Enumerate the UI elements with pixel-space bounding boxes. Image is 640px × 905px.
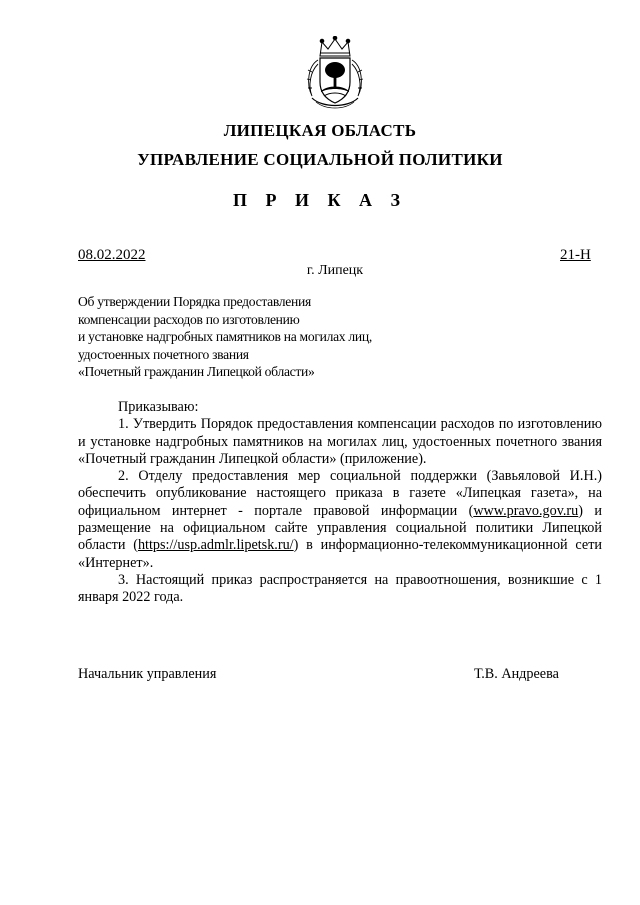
document-type-title: П Р И К А З (232, 190, 408, 210)
document-number: 21-Н (560, 247, 591, 263)
order-item-2-text: 2. Отделу предоставления мер социальной поддержки (Завьяловой И.Н.) обеспечить опубликование настоящего приказа в газете «Липецкая газета», на официальном интернет - портале правовой информации ( (78, 468, 602, 519)
order-item-2 (78, 468, 602, 572)
document-body (78, 399, 602, 607)
region-title: ЛИПЕЦКАЯ ОБЛАСТЬ (223, 121, 417, 140)
subject-line: «Почетный гражданин Липецкой области» (78, 364, 315, 379)
document-subject (78, 293, 478, 381)
order-item-2-text: ) и размещение на официальном сайте управления социальной политики Липецкой области ( (78, 502, 602, 554)
order-item-3: 3. Настоящий приказ распространяется на правоотношения, возникшие с 1 января 2022 года. (78, 571, 602, 606)
subject-line: компенсации расходов по изготовлению (78, 311, 300, 327)
usp-site-link[interactable]: https://usp.admlr.lipetsk.ru/ (137, 537, 294, 554)
document-city: г. Липецк (306, 263, 364, 278)
order-lead: Приказываю: (118, 399, 199, 415)
department-title: УПРАВЛЕНИЕ СОЦИАЛЬНОЙ ПОЛИТИКИ (137, 150, 503, 169)
signatory-role: Начальник управления (78, 666, 217, 682)
order-item-1: 1. Утвердить Порядок предоставления компенсации расходов по изготовлению и установке надгробных памятников на могилах лиц, удостоенных почетного звания «Почетный гражданин Липецкой области» (приложение). (78, 416, 602, 467)
document-date: 08.02.2022 (78, 247, 146, 263)
coat-of-arms-emblem (300, 36, 370, 112)
signatory-name: Т.В. Андреева (474, 666, 559, 682)
subject-line: и установке надгробных памятников на могилах лиц, (78, 329, 372, 344)
subject-line: Об утверждении Порядка предоставления (78, 294, 311, 309)
subject-line: удостоенных почетного звания (78, 346, 249, 362)
pravo-link[interactable]: www.pravo.gov.ru (473, 502, 579, 519)
order-item-2-text: ) в информационно-телекоммуникационной сети «Интернет». (78, 537, 602, 571)
